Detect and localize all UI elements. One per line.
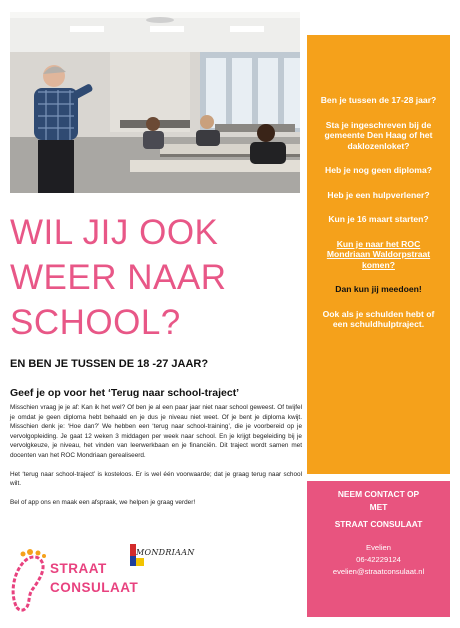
contact-phone[interactable]: 06-42229124 [356,555,401,564]
question-registered: Sta je ingeschreven bij de gemeente Den Haag of het daklozenloket? [324,119,433,151]
question-diploma: Heb je nog geen diploma? [325,165,432,175]
question-location: Kun je naar het ROC Mondriaan Waldorpstraat komen? [326,238,431,270]
contact-name: Evelien [366,543,391,552]
contact-panel [307,481,450,617]
participate-statement: Dan kun jij meedoen! [335,284,422,294]
contact-heading-line-3: STRAAT CONSULAAT [334,519,423,529]
headline-line-2: WEER NAAR [10,258,227,297]
body-paragraph-2: Het ‘terug naar school-traject’ is kosteloos. Er is wel één voorwaarde; dat je graag terug naar school wilt. [10,470,302,488]
contact-email[interactable]: evelien@straatconsulaat.nl [332,567,425,576]
body-paragraph-3: Bel of app ons en maak een afspraak, we helpen je graag verder! [10,498,196,506]
call-to-action: Geef je op voor het ‘Terug naar school-traject’ [10,387,240,399]
contact-heading-line-2: MET [369,502,388,512]
mondriaan-yellow-block [136,558,144,566]
classroom-photo [10,12,300,193]
question-start-date: Kun je 16 maart starten? [328,214,429,224]
debt-statement: Ook als je schulden hebt of een schuldhulptraject. [322,308,435,329]
straat-consulaat-logo [8,544,139,614]
question-care-worker: Heb je een hulpverlener? [327,189,430,200]
footprint-icon [8,544,52,614]
headline-line-3: SCHOOL? [10,303,181,342]
contact-heading-line-1: NEEM CONTACT OP [337,489,420,499]
straat-logo-line-1: STRAAT [50,561,107,576]
body-text [10,403,302,507]
mondriaan-logo [130,544,200,578]
classroom-photo-icon [10,12,300,193]
subheadline: EN BEN JE TUSSEN DE 18 -27 JAAR? [10,358,209,370]
straat-logo-line-2: CONSULAAT [50,580,139,595]
question-age: Ben je tussen de 17-28 jaar? [320,95,437,105]
mondriaan-wordmark: MONDRIAAN [136,548,195,557]
headline [10,210,300,345]
body-paragraph-1: Misschien vraag je je af: Kan ik het wel? Of ben je al een paar jaar niet naar school geweest. Of twijfel je omdat je geen diploma hebt behaald en je dus je niveau niet weet. Of je bent je diploma kwijt. Misschien denk je: ‘Hoe dan?’ We hebben een ‘terug naar school-training’, die je voorbereid op je vervolgopleiding. Je gaat 12 weken 3 middagen per week naar school. En je krijgt begeleiding bij je vervolgkeuze, je niveau, het vinden van leerwerkbaan en je financiën. Dit traject wordt samen met docenten van het ROC Mondriaan gerealiseerd. [10,404,302,459]
headline-line-1: WIL JIJ OOK [10,213,219,252]
eligibility-panel [307,35,450,474]
